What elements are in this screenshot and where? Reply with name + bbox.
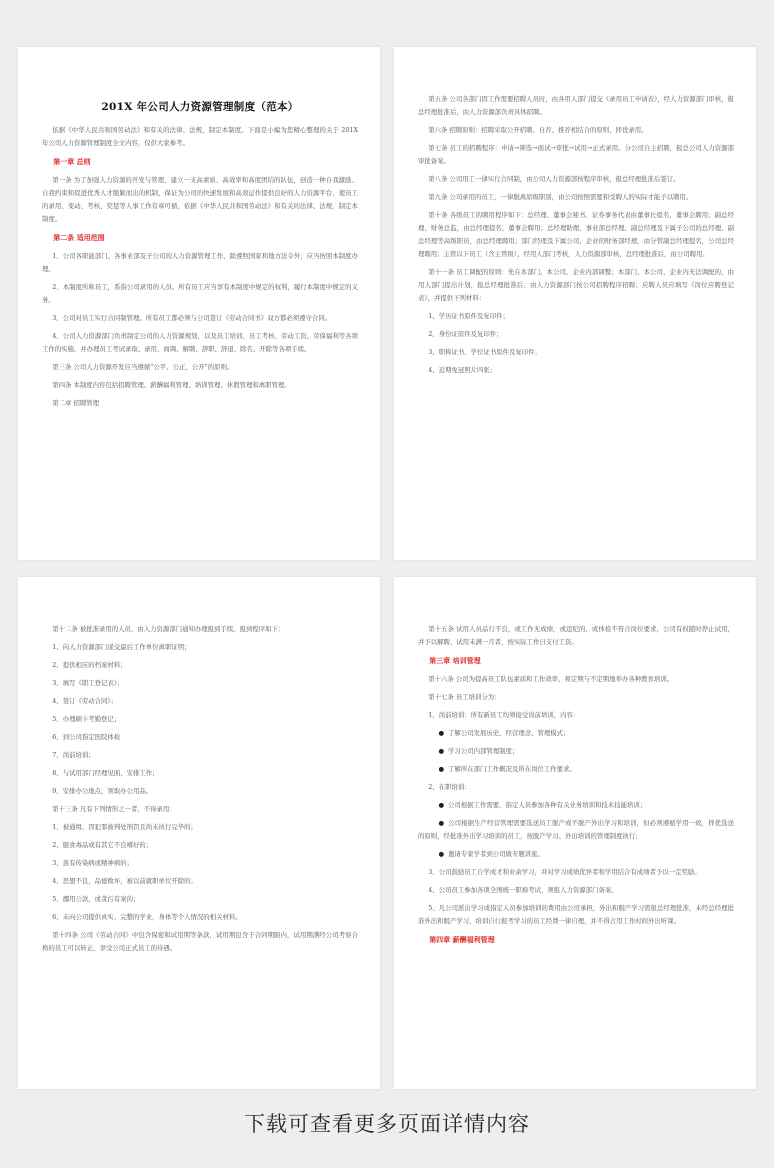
paragraph: 3、公司对员工实行合同制管理。所有员工都必须与公司签订《劳动合同书》双方都必须遵守合同。 (52, 314, 332, 322)
paragraph: 5、凡公司派出学习或指定人员参加培训的费用由公司承担，外出和脱产学习需报总经理批准，未经总经理批准外出和脱产学习，培训自行报考学习的员工经费一律自理，并不得占用工作时间外出听课。 (418, 904, 734, 925)
paragraph: 1、向人力资源部门递交最后工作单位离职证明； (52, 643, 191, 651)
document-page-4 (394, 577, 756, 1089)
paragraph: 第五条 公司各部门因工作需要招聘人员时，由各用人部门提交《录用员工申请表》，经人力资源部门审核，报总经理批准后，由人力资源部负责具体招聘。 (418, 95, 734, 116)
paragraph: 1、学历证书原件及复印件； (428, 312, 509, 320)
bullet-item (418, 817, 734, 843)
bullet-text: 公司根据生产经营管理需要选送员工脱产或不脱产外出学习和培训，但必须遵循学用一致，择优选送的原则，经批准外出学习培训的员工，按脱产学习、外出培训的管理制度执行； (418, 819, 734, 840)
document-page-3 (18, 577, 380, 1089)
paragraph: 2、在职培训： (428, 783, 471, 791)
paragraph: 3、公司鼓励员工自学成才和业余学习，并对学习成绩优异者和学用结合有成绩者予以一定奖励。 (428, 868, 701, 876)
paragraph: 第三条 公司人力资源开发应当遵循“公平、公正、公开”的原则。 (52, 363, 234, 371)
paragraph: 5、挪用公款，或贪污有案的； (52, 895, 140, 903)
paragraph: 2、身份证原件及复印件； (428, 330, 503, 338)
paragraph: 第十六条 公司为提高员工队伍素质和工作效率，将定期与不定期地举办各种教育培训。 (428, 675, 674, 683)
bullet-text: 邀请专家学者到公司做专题讲座。 (448, 850, 544, 858)
paragraph: 第十二条 被批准录用的人员，由人力资源部门通知办理报到手续。报到程序如下： (52, 625, 285, 633)
bullet-dot-icon: ● (438, 850, 445, 858)
paragraph: 2、服食毒品或有其它不良嗜好的； (52, 841, 153, 849)
paragraph: 第一条 为了加强人力资源的开发与管理，建立一支高素质、高效率和高度团结的队伍，创造一种自我激励、自我约束和促进优秀人才脱颖而出的机制，保证为公司的快速发展和高效运作提供良好的人力资源平台，使员工的录用、变动、考核、奖惩等人事工作有章可循，依据《中华人民共和国劳动法》和有关的法律、法规，制定本制度。 (42, 176, 358, 223)
bullet-item (418, 763, 734, 776)
paragraph: 7、岗前培训； (52, 751, 95, 759)
page-body (418, 93, 734, 377)
bullet-text: 了解所在部门工作概况及所在岗位工作要求。 (448, 765, 576, 773)
paragraph: 第九条 公司录用的员工，一律脱离原级职别，由公司按照需要和受聘人的实际才能予以聘用。 (428, 193, 693, 201)
paragraph: 4、公司人力资源部门负责制定公司的人力资源规划，以及员工培训、员工考核、劳动工资、劳保福利等各项工作的实施，并办理员工考试录取、录用、商调、解聘、辞职、辞退、除名、开除等各项手续。 (42, 332, 358, 353)
bullet-item (418, 799, 734, 812)
paragraph: 8、与试用部门经理见面，安排工作； (52, 769, 159, 777)
page-body (418, 623, 734, 946)
paragraph: 2、本制度所称员工，系指公司录用的人员。所有员工应当享有本制度中规定的权利，履行本制度中规定的义务。 (42, 283, 358, 304)
paragraph: 4、签订《劳动合同》； (52, 697, 118, 705)
paragraph: 5、办理刷卡考勤登记； (52, 715, 121, 723)
paragraph: 4、近期免冠照片四张； (428, 366, 497, 374)
section-heading: 第二条 适用范围 (53, 233, 105, 242)
page-body (42, 623, 358, 955)
paragraph: 依据《中华人民共和国劳动法》和有关的法律、法规，制定本制度。下面是小编为您精心整理的关于 201X 年公司人力资源管理制度全文内容，仅供大家参考。 (42, 126, 358, 147)
bullet-dot-icon: ● (438, 729, 445, 737)
paragraph: 第十条 各级员工的聘用程序如下：总经理、董事会秘书、证券事务代表由董事长提名，董事会聘用；副总经理、财务总监，由总经理提名，董事会聘用；总经理助理、事业部总经理、副总经理及下属子公司的总经理、副总经理等高级职员，由总经理聘用；部门经理及下属公司、企业的财务部经理，由分管副总经理提名，公司总经理聘用；主管以下员工（含主管级），经用人部门考核，人力资源部审核，总经理批准后，由公司聘用。 (418, 211, 734, 258)
bullet-item (418, 848, 734, 861)
paragraph: 第十一条 员工调配的原则：先在本部门、本公司、企业内部调整；本部门、本公司、企业内无法调配的，由用人部门提出计划，报总经理批准后，由人力资源部门按公司招聘程序招聘；应聘人员应填写《岗位应聘登记表》，并提供下列材料： (418, 268, 734, 302)
bullet-text: 学习公司内部管理制度； (448, 747, 519, 755)
paragraph: 4、思想不良，品德败坏，被以前就职单位开除的； (52, 877, 197, 885)
bullet-dot-icon: ● (438, 747, 445, 755)
bullet-dot-icon: ● (438, 801, 445, 809)
section-heading: 第三章 培训管理 (429, 656, 481, 665)
document-title: 201X 年公司人力资源管理制度（范本） (101, 101, 299, 113)
paragraph: 3、患有传染病或精神病的； (52, 859, 133, 867)
paragraph: 1、被通缉、因犯罪被判处刑罚且尚未执行完毕的； (52, 823, 197, 831)
paragraph: 第八条 公司用工一律实行合同制，由公司人力资源部按程序审核，报总经理批准后签订。 (428, 175, 680, 183)
paragraph: 6、到公司指定医院体检 (52, 733, 121, 741)
paragraph: 4、公司员工参加各项全国统一职称考试，须报人力资源部门备案。 (428, 886, 618, 894)
paragraph: 2、提供相应的档案材料； (52, 661, 127, 669)
paragraph: 3、职称证书、学位证书原件及复印件； (428, 348, 541, 356)
bullet-dot-icon: ● (438, 765, 445, 773)
bullet-text: 公司根据工作需要，指定人员参加各种有关业务培训和技术技能培训； (448, 801, 647, 809)
paragraph: 6、未向公司提供真实、完整的学业，身体等个人情况的相关材料。 (52, 913, 242, 921)
bullet-item (418, 727, 734, 740)
paragraph: 第四条 本制度内容包括招聘管理、薪酬福利管理、培训管理、休假管理和离职管理。 (52, 381, 291, 389)
paragraph: 第十七条 员工培训分为： (428, 693, 501, 701)
section-heading: 第一章 总则 (53, 157, 91, 166)
page-body (42, 124, 358, 410)
paragraph: 1、公司各职能部门、各事业部及子公司的人力资源管理工作，除遵照国家和地方法令外，应当按照本制度办理。 (42, 252, 358, 273)
document-page-1 (18, 47, 380, 560)
bullet-text: 了解公司发展历史、经营理念、管理模式； (448, 729, 570, 737)
paragraph: 第二章 招聘管理 (52, 399, 99, 407)
paragraph: 第六条 招聘原则：招聘采取公开招聘、自荐、推荐相结合的原则，择优录用。 (428, 126, 648, 134)
paragraph: 9、安排办公地点，领取办公用品。 (52, 787, 153, 795)
paragraph: 1、岗前培训：所有新员工均须接受岗前培训，内容： (428, 711, 580, 719)
download-more-caption[interactable]: 下载可查看更多页面详情内容 (244, 1112, 530, 1136)
bullet-dot-icon: ● (438, 819, 445, 827)
document-page-2 (394, 47, 756, 560)
paragraph: 第十三条 凡有下列情形之一者，不得录用： (52, 805, 176, 813)
paragraph: 第七条 员工的招聘程序：申请→筛选→面试→审批→试用→正式录用。分公司自主招聘，报总公司人力资源部审批备案。 (418, 144, 734, 165)
paragraph: 第十五条 试用人员品行不良，或工作无成绩，或违纪的，或体检不符合岗位要求，公司有权随时停止试用，并予以解聘，试用未满一月者，按实际工作日支付工资。 (418, 625, 734, 646)
section-heading: 第四章 薪酬福利管理 (429, 935, 495, 944)
paragraph: 3、填写《职工登记表》； (52, 679, 124, 687)
bullet-item (418, 745, 734, 758)
paragraph: 第十四条 公司《劳动合同》中包含保密和试用期等条款，试用期包含于合同期限内，试用期满经公司考察合格的员工可以转正，享受公司正式员工的待遇。 (42, 931, 358, 952)
